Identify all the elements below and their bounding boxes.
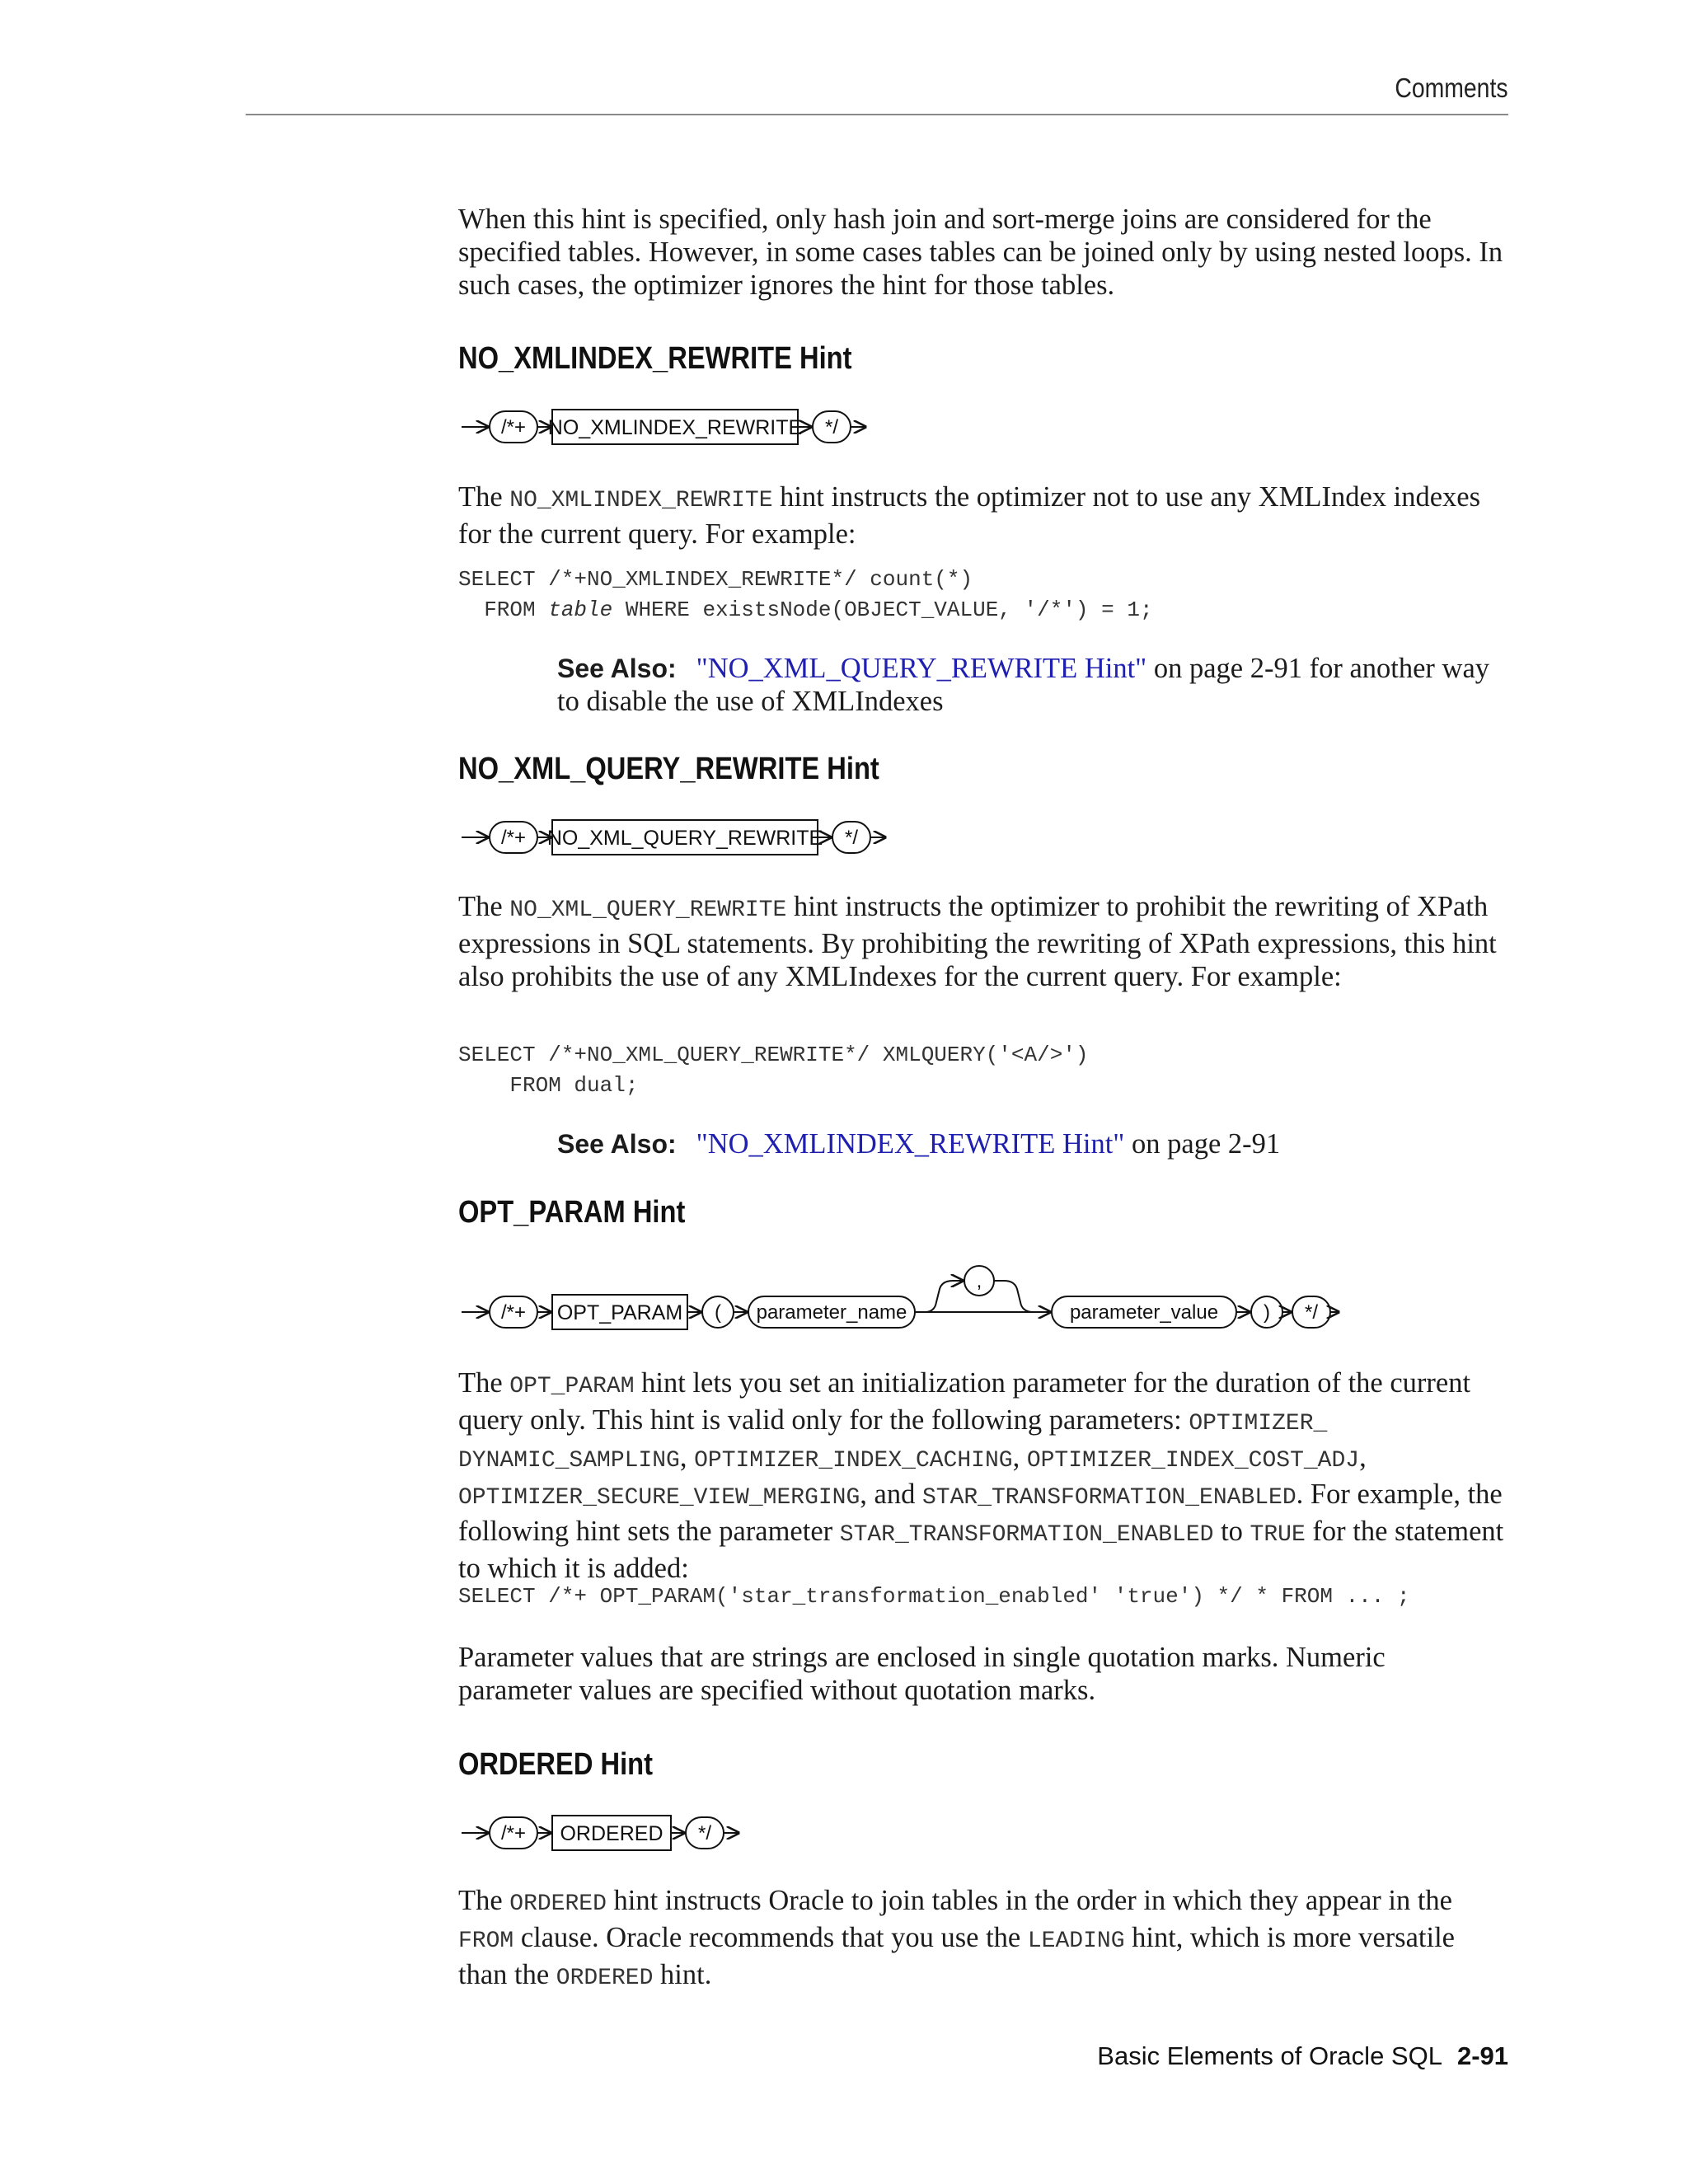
opt-param-description: The OPT_PARAM hint lets you set an initialization parameter for the duration of the current query only. This hint is valid only for the following parameters: OPTIMIZER_ DYNAMIC_SAMPLING, OPTIMIZER_INDEX_CACHING, OPTIMIZER_INDEX_COST_ADJ, OPTIMIZER_SECURE_VIEW_MERGING, and STAR_TRANSFORMATION_ENABLED. For example, the following hint sets the parameter STAR_TRANSFORMATION_ENABLED to TRUE for the statement to which it is added: [458, 1367, 1504, 1584]
right-paren-label: ) [1264, 1301, 1270, 1324]
ordered-description: The ORDERED hint instructs Oracle to join tables in the order in which they appear in the FROM clause. Oracle recommends that you use the LEADING hint, which is more versatile than the ORDERED hint. [458, 1885, 1455, 1991]
syntax-diagram-opt-param [458, 1256, 1340, 1338]
close-token-label: */ [824, 416, 839, 438]
heading-no-xmlindex-rewrite: NO_XMLINDEX_REWRITE Hint [458, 341, 852, 376]
heading-opt-param: OPT_PARAM Hint [458, 1195, 686, 1230]
no-xml-query-description: The NO_XML_QUERY_REWRITE hint instructs the optimizer to prohibit the rewriting of XPath expressions in SQL statements. By prohibiting the rewriting of XPath expressions, this hint also prohibits the use of any XMLIndexes for the current query. For example: [458, 891, 1497, 992]
keyword-label: NO_XMLINDEX_REWRITE [547, 416, 803, 439]
see-also-link-no-xmlindex-rewrite[interactable]: "NO_XMLINDEX_REWRITE Hint" [696, 1128, 1125, 1160]
see-also-link-no-xml-query-rewrite[interactable]: "NO_XML_QUERY_REWRITE Hint" [696, 653, 1147, 684]
comma-label: , [976, 1270, 982, 1292]
page-footer [1097, 2041, 1508, 2071]
footer-book-title: Basic Elements of Oracle SQL [1097, 2041, 1442, 2070]
syntax-diagram-no-xmlindex-rewrite [458, 404, 887, 450]
opt-param-values-note: Parameter values that are strings are enclosed in single quotation marks. Numeric parameter values are specified without quotation marks. [458, 1642, 1386, 1706]
left-paren-label: ( [715, 1301, 721, 1324]
keyword-label: OPT_PARAM [556, 1301, 683, 1324]
open-token-label: /*+ [500, 1822, 527, 1844]
open-token-label: /*+ [500, 1301, 527, 1324]
parameter-name-label: parameter_name [756, 1301, 907, 1324]
keyword-label: ORDERED [560, 1822, 663, 1845]
close-token-label: */ [1304, 1301, 1319, 1324]
syntax-diagram-ordered [458, 1810, 755, 1856]
open-token-label: /*+ [500, 827, 527, 849]
intro-paragraph: When this hint is specified, only hash join and sort-merge joins are considered for the specified tables. However, in some cases tables can be joined only by using nested loops. In such cases, the optimizer ignores the hint for those tables. [458, 204, 1503, 301]
syntax-diagram-no-xml-query-rewrite [458, 814, 903, 860]
running-header: Comments [1395, 73, 1508, 103]
no-xml-query-code-example: SELECT /*+NO_XML_QUERY_REWRITE*/ XMLQUERY('<A/>') FROM dual; [458, 1043, 1089, 1098]
open-token-label: /*+ [500, 416, 527, 438]
footer-page-number: 2-91 [1456, 2041, 1508, 2070]
opt-param-code-example: SELECT /*+ OPT_PARAM('star_transformation_enabled' 'true') */ * FROM ... ; [458, 1584, 1410, 1609]
no-xmlindex-see-also: See Also: "NO_XML_QUERY_REWRITE Hint" on page 2-91 for another way to disable the use of XMLIndexes [557, 653, 1490, 717]
keyword-label: NO_XML_QUERY_REWRITE [546, 827, 823, 850]
close-token-label: */ [697, 1822, 712, 1844]
parameter-value-label: parameter_value [1069, 1301, 1219, 1324]
no-xmlindex-code-example: SELECT /*+NO_XMLINDEX_REWRITE*/ count(*) FROM table WHERE existsNode(OBJECT_VALUE, '/*') = 1; [458, 567, 1153, 622]
header-rule [246, 114, 1508, 115]
no-xmlindex-description: The NO_XMLINDEX_REWRITE hint instructs the optimizer not to use any XMLIndex indexes for the current query. For example: [458, 481, 1481, 550]
heading-no-xml-query-rewrite: NO_XML_QUERY_REWRITE Hint [458, 752, 879, 786]
close-token-label: */ [844, 827, 859, 849]
no-xml-query-see-also: See Also: "NO_XMLINDEX_REWRITE Hint" on page 2-91 [557, 1128, 1281, 1160]
heading-ordered: ORDERED Hint [458, 1747, 654, 1782]
